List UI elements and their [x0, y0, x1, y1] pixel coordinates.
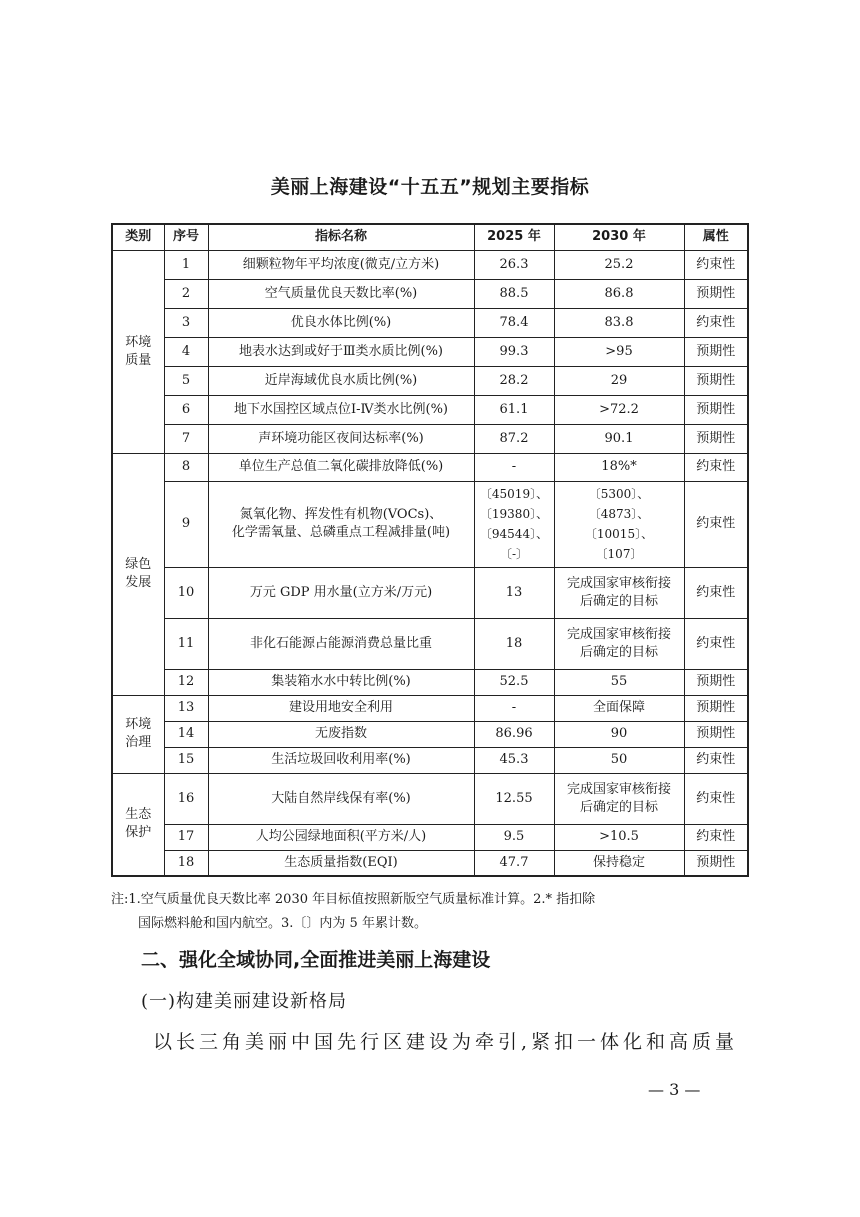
row-name: 生态质量指数(EQI) [208, 850, 474, 876]
row-attribute: 约束性 [684, 308, 748, 337]
note-line-1: 注:1.空气质量优良天数比率 2030 年目标值按照新版空气质量标准计算。2.* 指扣除 [111, 892, 596, 907]
table-row [112, 695, 748, 721]
row-name: 空气质量优良天数比率(%) [208, 279, 474, 308]
row-2025: 28.2 [474, 366, 554, 395]
row-2025: 61.1 [474, 395, 554, 424]
category-env-governance: 环境 治理 [112, 695, 164, 773]
body-paragraph: 以长三角美丽中国先行区建设为牵引,紧扣一体化和高质量 [153, 1031, 739, 1053]
row-number: 15 [164, 747, 208, 773]
table-row [112, 424, 748, 453]
row-name: 优良水体比例(%) [208, 308, 474, 337]
page-number: — 3 — [648, 1080, 701, 1099]
row-name: 大陆自然岸线保有率(%) [208, 773, 474, 824]
table-row [112, 824, 748, 850]
row-number: 13 [164, 695, 208, 721]
row-number: 14 [164, 721, 208, 747]
row-name: 非化石能源占能源消费总量比重 [208, 618, 474, 669]
category-eco-protection: 生态 保护 [112, 773, 164, 876]
table-row [112, 250, 748, 279]
header-number: 序号 [164, 224, 208, 250]
category-env-quality: 环境 质量 [112, 250, 164, 453]
indicator-table [111, 223, 749, 877]
row-2030: 29 [554, 366, 684, 395]
table-row [112, 395, 748, 424]
table-header-row [112, 224, 748, 250]
row-2025: 86.96 [474, 721, 554, 747]
row-number: 8 [164, 453, 208, 481]
row-name: 万元 GDP 用水量(立方米/万元) [208, 567, 474, 618]
section-heading: 二、强化全域协同,全面推进美丽上海建设 [141, 949, 491, 971]
row-number: 4 [164, 337, 208, 366]
row-number: 7 [164, 424, 208, 453]
row-2025: 9.5 [474, 824, 554, 850]
row-name: 地表水达到或好于Ⅲ类水质比例(%) [208, 337, 474, 366]
row-number: 3 [164, 308, 208, 337]
row-attribute: 约束性 [684, 250, 748, 279]
row-2025: 18 [474, 618, 554, 669]
row-2025: 12.55 [474, 773, 554, 824]
row-name: 细颗粒物年平均浓度(微克/立方米) [208, 250, 474, 279]
table-row [112, 850, 748, 876]
table-row [112, 669, 748, 695]
row-2025: 26.3 [474, 250, 554, 279]
row-2030: 90.1 [554, 424, 684, 453]
row-2030: 〔5300〕、 〔4873〕、 〔10015〕、 〔107〕 [554, 481, 684, 567]
row-2025: 99.3 [474, 337, 554, 366]
row-2025: 45.3 [474, 747, 554, 773]
row-name: 氮氧化物、挥发性有机物(VOCs)、 化学需氧量、总磷重点工程减排量(吨) [208, 481, 474, 567]
row-attribute: 预期性 [684, 279, 748, 308]
row-2030: 完成国家审核衔接 后确定的目标 [554, 567, 684, 618]
row-number: 2 [164, 279, 208, 308]
header-2030: 2030 年 [554, 224, 684, 250]
row-2030: 83.8 [554, 308, 684, 337]
row-number: 5 [164, 366, 208, 395]
row-attribute: 预期性 [684, 695, 748, 721]
table-row [112, 747, 748, 773]
row-2025: 52.5 [474, 669, 554, 695]
row-attribute: 约束性 [684, 567, 748, 618]
row-number: 16 [164, 773, 208, 824]
page-title: 美丽上海建设“十五五”规划主要指标 [270, 176, 590, 198]
table-row [112, 366, 748, 395]
row-2025: - [474, 695, 554, 721]
row-2030: >95 [554, 337, 684, 366]
row-attribute: 约束性 [684, 453, 748, 481]
row-number: 1 [164, 250, 208, 279]
table-row [112, 773, 748, 824]
table-row [112, 721, 748, 747]
row-2030: 50 [554, 747, 684, 773]
row-2025: 13 [474, 567, 554, 618]
row-attribute: 预期性 [684, 424, 748, 453]
header-attribute: 属性 [684, 224, 748, 250]
row-name: 无废指数 [208, 721, 474, 747]
row-2030: 完成国家审核衔接 后确定的目标 [554, 773, 684, 824]
table-row [112, 308, 748, 337]
row-2030: 25.2 [554, 250, 684, 279]
row-attribute: 预期性 [684, 721, 748, 747]
row-name: 地下水国控区域点位Ⅰ-Ⅳ类水比例(%) [208, 395, 474, 424]
row-name: 生活垃圾回收利用率(%) [208, 747, 474, 773]
row-2025: 47.7 [474, 850, 554, 876]
table-row [112, 481, 748, 567]
row-number: 11 [164, 618, 208, 669]
row-attribute: 约束性 [684, 481, 748, 567]
header-indicator-name: 指标名称 [208, 224, 474, 250]
category-green-development: 绿色 发展 [112, 453, 164, 695]
row-2030: 55 [554, 669, 684, 695]
row-attribute: 预期性 [684, 395, 748, 424]
row-name: 建设用地安全利用 [208, 695, 474, 721]
table-note [111, 888, 751, 936]
row-2030: 86.8 [554, 279, 684, 308]
row-2030: >10.5 [554, 824, 684, 850]
row-name: 集装箱水水中转比例(%) [208, 669, 474, 695]
row-2030: 全面保障 [554, 695, 684, 721]
row-2030: 完成国家审核衔接 后确定的目标 [554, 618, 684, 669]
row-attribute: 预期性 [684, 337, 748, 366]
row-attribute: 预期性 [684, 669, 748, 695]
row-attribute: 约束性 [684, 747, 748, 773]
table-row [112, 337, 748, 366]
row-attribute: 约束性 [684, 618, 748, 669]
subsection-heading: (一)构建美丽建设新格局 [141, 991, 348, 1012]
row-number: 17 [164, 824, 208, 850]
row-number: 9 [164, 481, 208, 567]
row-2025: 88.5 [474, 279, 554, 308]
row-2025: 78.4 [474, 308, 554, 337]
row-2030: 保持稳定 [554, 850, 684, 876]
row-2030: 90 [554, 721, 684, 747]
table-row [112, 567, 748, 618]
table-row [112, 453, 748, 481]
row-2030: >72.2 [554, 395, 684, 424]
row-number: 6 [164, 395, 208, 424]
row-name: 人均公园绿地面积(平方米/人) [208, 824, 474, 850]
row-name: 近岸海域优良水质比例(%) [208, 366, 474, 395]
row-number: 18 [164, 850, 208, 876]
row-number: 10 [164, 567, 208, 618]
row-name: 单位生产总值二氧化碳排放降低(%) [208, 453, 474, 481]
table-row [112, 618, 748, 669]
row-2025: - [474, 453, 554, 481]
table-row [112, 279, 748, 308]
row-number: 12 [164, 669, 208, 695]
row-attribute: 预期性 [684, 850, 748, 876]
row-2030: 18%* [554, 453, 684, 481]
header-2025: 2025 年 [474, 224, 554, 250]
row-attribute: 预期性 [684, 366, 748, 395]
row-name: 声环境功能区夜间达标率(%) [208, 424, 474, 453]
row-attribute: 约束性 [684, 824, 748, 850]
row-2025: 87.2 [474, 424, 554, 453]
row-attribute: 约束性 [684, 773, 748, 824]
note-line-2: 国际燃料舱和国内航空。3.〔〕内为 5 年累计数。 [138, 916, 427, 931]
row-2025: 〔45019〕、 〔19380〕、 〔94544〕、 〔-〕 [474, 481, 554, 567]
header-category: 类别 [112, 224, 164, 250]
